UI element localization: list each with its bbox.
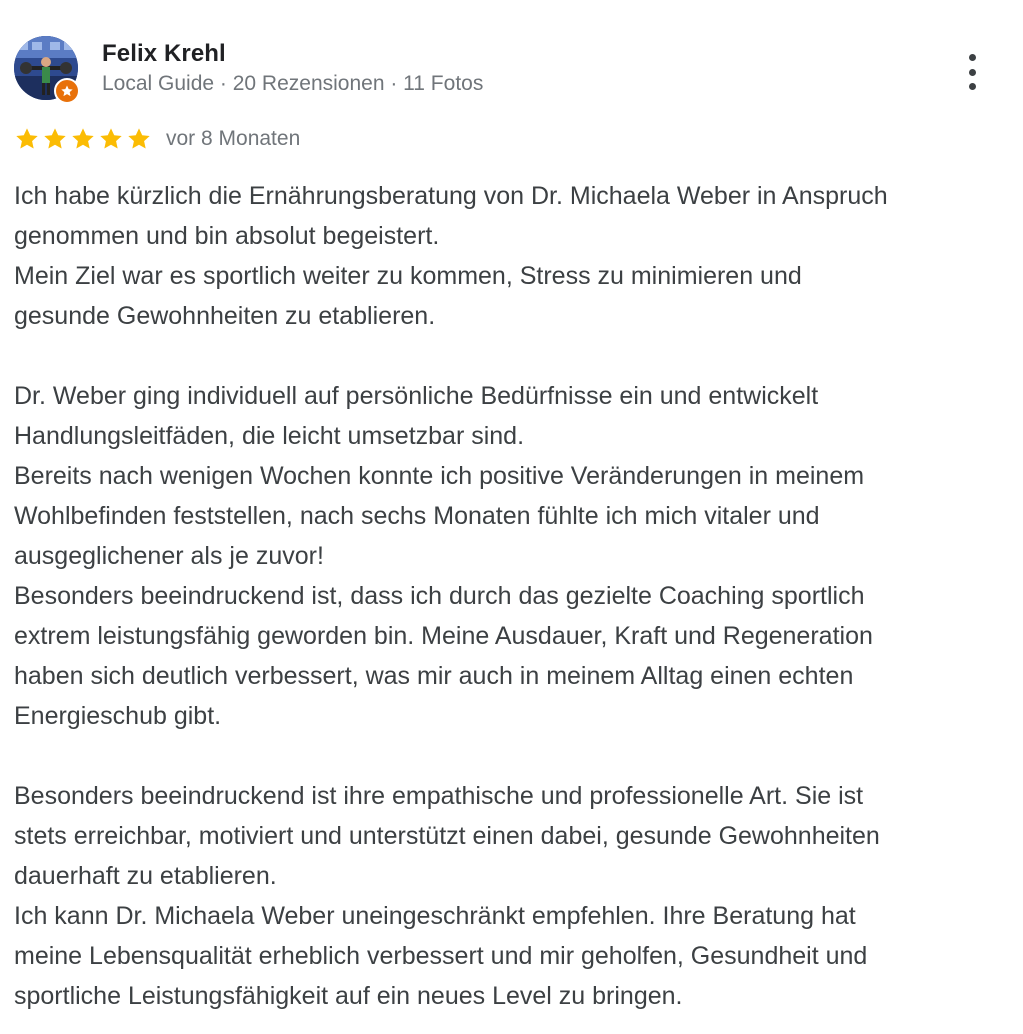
- review-text-line: Ich habe kürzlich die Ernährungsberatung von Dr. Michaela Weber in Anspruch: [14, 182, 888, 210]
- star-icon: [14, 126, 40, 152]
- review-text-line: sportliche Leistungsfähigkeit auf ein neues Level zu bringen.: [14, 982, 683, 1010]
- review-text-line: stets erreichbar, motiviert und unterstützt einen dabei, gesunde Gewohnheiten: [14, 822, 880, 850]
- local-guide-star-icon: [60, 84, 74, 98]
- review-header: [14, 36, 1023, 102]
- author-name[interactable]: Felix Krehl: [102, 40, 226, 67]
- review-text-line: Dr. Weber ging individuell auf persönliche Bedürfnisse ein und entwickelt: [14, 382, 819, 410]
- review-text-line: Bereits nach wenigen Wochen konnte ich positive Veränderungen in meinem: [14, 462, 865, 490]
- star-rating: [14, 126, 152, 152]
- star-icon: [70, 126, 96, 152]
- review-text-line: Besonders beeindruckend ist ihre empathische und professionelle Art. Sie ist: [14, 782, 864, 810]
- review-text-line: genommen und bin absolut begeistert.: [14, 222, 440, 250]
- review-text-line: Mein Ziel war es sportlich weiter zu kommen, Stress zu minimieren und: [14, 262, 802, 290]
- review-text-line: Besonders beeindruckend ist, dass ich durch das gezielte Coaching sportlich: [14, 582, 865, 610]
- author-meta[interactable]: Local Guide · 20 Rezensionen · 11 Fotos: [102, 72, 484, 95]
- review-text-line: Handlungsleitfäden, die leicht umsetzbar sind.: [14, 422, 525, 450]
- rating-row: [14, 124, 300, 154]
- review-text-line: gesunde Gewohnheiten zu etablieren.: [14, 302, 436, 330]
- more-vert-icon-dot: [969, 69, 976, 76]
- more-vert-icon-dot: [969, 83, 976, 90]
- paragraph-break: [14, 336, 1014, 376]
- star-icon: [42, 126, 68, 152]
- star-icon: [98, 126, 124, 152]
- review-text-line: ausgeglichener als je zuvor!: [14, 542, 324, 570]
- review-text-line: Wohlbefinden feststellen, nach sechs Monaten fühlte ich mich vitaler und: [14, 502, 820, 530]
- more-options-button[interactable]: [958, 50, 986, 94]
- review-date: vor 8 Monaten: [166, 127, 301, 150]
- star-icon: [126, 126, 152, 152]
- local-guide-badge: [54, 78, 80, 104]
- review-text-line: Ich kann Dr. Michaela Weber uneingeschränkt empfehlen. Ihre Beratung hat: [14, 902, 856, 930]
- review-text-line: haben sich deutlich verbessert, was mir auch in meinem Alltag einen echten: [14, 662, 854, 690]
- review-text-line: meine Lebensqualität erheblich verbessert und mir geholfen, Gesundheit und: [14, 942, 868, 970]
- review-text: [14, 176, 1014, 1016]
- review-text-line: Energieschub gibt.: [14, 702, 222, 730]
- review-text-line: extrem leistungsfähig geworden bin. Meine Ausdauer, Kraft und Regeneration: [14, 622, 873, 650]
- review-text-line: dauerhaft zu etablieren.: [14, 862, 277, 890]
- more-vert-icon: [969, 54, 976, 61]
- paragraph-break: [14, 736, 1014, 776]
